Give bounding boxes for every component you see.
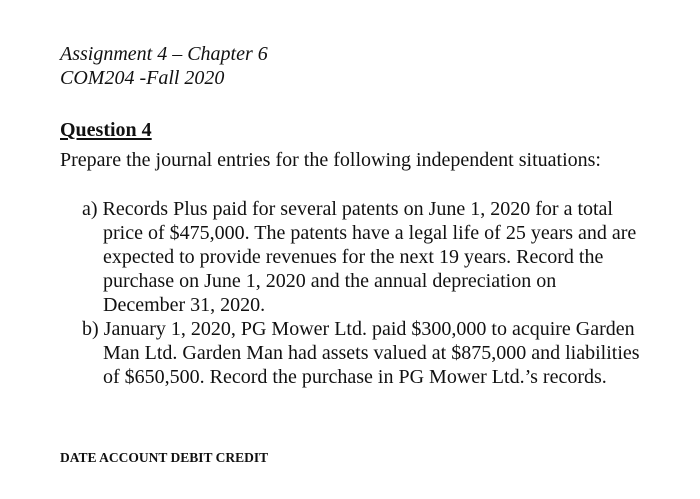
question-prompt: Prepare the journal entries for the following independent situations: xyxy=(60,149,601,171)
course-term: COM204 -Fall 2020 xyxy=(60,67,225,89)
assignment-title: Assignment 4 – Chapter 6 xyxy=(60,43,268,65)
item-marker: a) xyxy=(82,198,98,220)
item-text: Records Plus paid for several patents on June 1, 2020 for a total price of $475,000. The patents have a legal life of 25 years and are expected to provide revenues for the next 19 years. Record the purchase on June 1, 2020 and the annual depreciation on December 31, 2020. xyxy=(102,198,637,316)
question-items xyxy=(82,197,642,389)
question-item-a xyxy=(82,197,642,317)
question-title: Question 4 xyxy=(60,119,152,141)
item-text: January 1, 2020, PG Mower Ltd. paid $300,000 to acquire Garden Man Ltd. Garden Man had assets valued at $875,000 and liabilities of $650,500. Record the purchase in PG Mower Ltd.’s records. xyxy=(103,318,640,388)
question-item-b xyxy=(82,317,642,389)
item-marker: b) xyxy=(82,318,99,340)
journal-columns-header: DATE ACCOUNT DEBIT CREDIT xyxy=(60,450,269,465)
